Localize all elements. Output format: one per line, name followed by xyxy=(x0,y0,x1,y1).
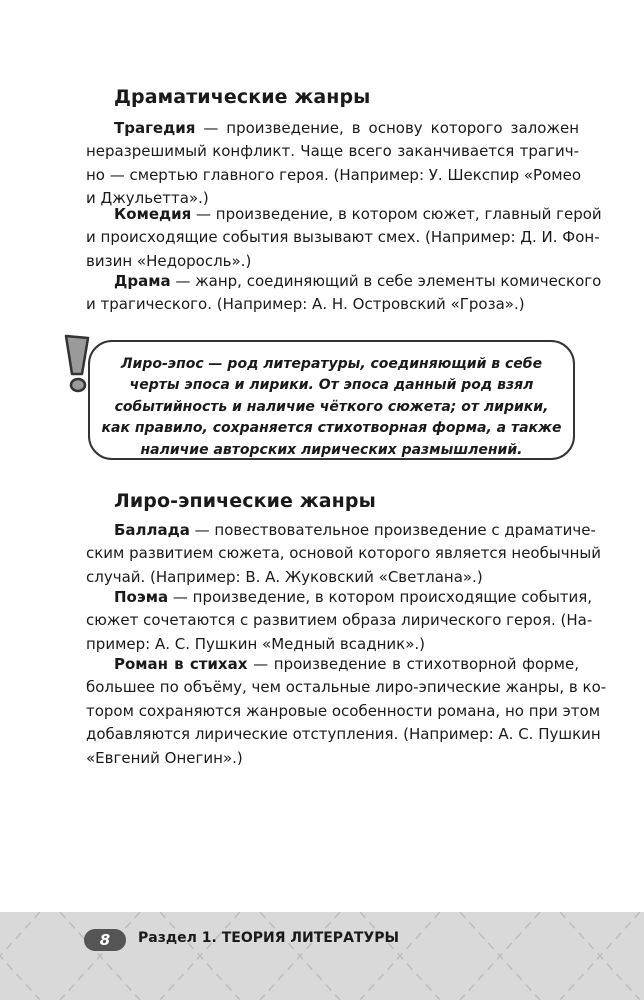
paragraph-novel-in-verse: Роман в стихах — произведение в стихотворной форме, большее по объёму, чем остальные лиро-эпические жанры, в ко- тором сохраняются жанровые особенности романа, но при этом добавляются лирические отступления. (Например: А. С. Пушкин «Евгений Онегин».) xyxy=(86,655,607,767)
paragraph-poem: Поэма — произведение, в котором происходящие события, сюжет сочетаются с развитием образа лирического героя. (На- пример: А. С. Пушкин «Медный всадник».) xyxy=(86,588,593,653)
running-title: Раздел 1. ТЕОРИЯ ЛИТЕРАТУРЫ xyxy=(138,930,400,946)
term-tragedy: Трагедия xyxy=(114,119,196,137)
term-drama: Драма xyxy=(114,272,171,290)
term-ballad: Баллада xyxy=(114,521,190,539)
page-footer xyxy=(0,912,644,1000)
footer-pattern xyxy=(0,912,644,1000)
section-title-lyroepic: Лиро-эпические жанры xyxy=(114,490,376,512)
section-title-dramatic: Драматические жанры xyxy=(114,86,371,108)
definition-box xyxy=(88,340,575,460)
paragraph-tragedy: Трагедия — произведение, в основу которого заложен неразрешимый конфликт. Чаще всего заканчивается трагич- но — смертью главного героя. (Например: У. Шекспир «Ромео и Джульетта».) xyxy=(86,119,581,208)
term-comedy: Комедия xyxy=(114,205,192,223)
definition-text: Лиро-эпос — род литературы, соединяющий в себе черты эпоса и лирики. От эпоса данный род взял событийность и наличие чёткого сюжета; от лирики, как правило, сохраняется стихотворная форма, а также наличие авторских лирических размышлений. xyxy=(101,356,562,458)
term-novel-in-verse: Роман в стихах xyxy=(114,655,248,673)
paragraph-ballad: Баллада — повествовательное произведение с драматиче- ским развитием сюжета, основой которого является необычный случай. (Например: В. А. Жуковский «Светлана».) xyxy=(86,521,601,586)
paragraph-comedy: Комедия — произведение, в котором сюжет, главный герой и происходящие события вызывают смех. (Например: Д. И. Фон- визин «Недоросль».) xyxy=(86,205,602,270)
term-poem: Поэма xyxy=(114,588,169,606)
page-number: 8 xyxy=(84,929,126,951)
paragraph-drama: Драма — жанр, соединяющий в себе элементы комического и трагического. (Например: А. Н. Островский «Гроза».) xyxy=(86,272,602,314)
